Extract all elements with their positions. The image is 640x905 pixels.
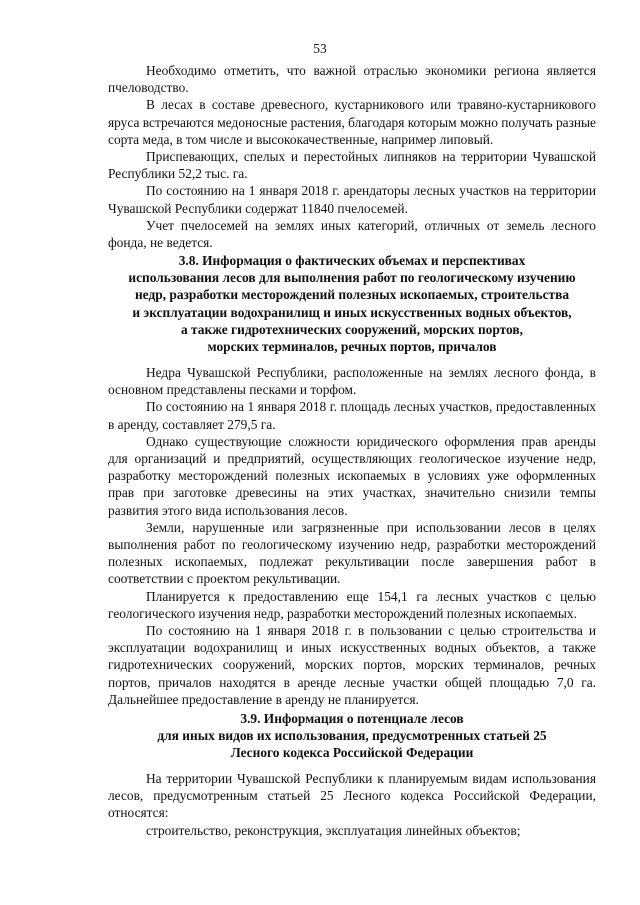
heading-line: Лесного кодекса Российской Федерации — [230, 745, 474, 761]
heading-line: а также гидротехнических сооружений, морских портов, — [181, 321, 523, 337]
paragraph: Приспевающих, спелых и перестойных липняков на территории Чувашской Республики 52,2 тыс. га. — [108, 149, 596, 182]
heading-line: и эксплуатации водохранилищ и иных искусственных водных объектов, — [132, 304, 572, 320]
paragraph: По состоянию на 1 января 2018 г. арендаторы лесных участков на территории Чувашской Республики содержат 11840 пчелосемей. — [108, 183, 596, 216]
page-number: 53 — [313, 41, 327, 56]
heading-line: использования лесов для выполнения работ по геологическому изучению — [128, 270, 576, 286]
section-3-8-heading — [108, 252, 596, 355]
heading-line: 3.9. Информация о потенциале лесов — [240, 711, 464, 726]
section-3-8-text — [108, 364, 596, 708]
paragraph: По состоянию на 1 января 2018 г. в пользовании с целью строительства и эксплуатации водохранилищ и иных искусственных водных объектов, а также гидротехнических сооружений, морских портов, морских терминалов, речных портов, причалов находятся в аренде лесные участки общей площадью 7,0 га. Дальнейшее предоставление в аренду не планируется. — [108, 623, 596, 707]
paragraph: Земли, нарушенные или загрязненные при использовании лесов в целях выполнения работ по геологическому изучению недр, разработки месторождений полезных ископаемых, подлежат рекультивации после завершения работ в соответствии с проектом рекультивации. — [108, 519, 596, 587]
paragraph: Однако существующие сложности юридического оформления прав аренды для организаций и предприятий, осуществляющих геологическое изучение недр, разработку месторождений полезных ископаемых в условиях уже оформленных прав при заготовке древесины на этих участках, значительно снизили темпы развития этого вида использования лесов. — [108, 433, 596, 518]
section-3-9-text — [108, 770, 596, 839]
heading-line: для иных видов их использования, предусмотренных статьей 25 — [157, 728, 547, 744]
paragraph: На территории Чувашской Республики к планируемым видам использования лесов, предусмотренным статьей 25 Лесного кодекса Российской Федерации, относятся: — [108, 771, 596, 821]
paragraph: Недра Чувашской Республики, расположенные на землях лесного фонда, в основном представлены песками и торфом. — [108, 365, 596, 398]
paragraph: В лесах в составе древесного, кустарникового или травяно-кустарникового яруса встречаются медоносные растения, благодаря которым можно получать разные сорта меда, в том числе и высококачественные, например липовый. — [108, 97, 596, 147]
intro-text-block — [108, 62, 596, 251]
paragraph: Планируется к предоставлению еще 154,1 га лесных участков с целью геологического изучения недр, разработки месторождений полезных ископаемых. — [108, 588, 596, 621]
paragraph: Необходимо отметить, что важной отраслью экономики региона является пчеловодство. — [108, 63, 596, 96]
heading-line: 3.8. Информация о фактических объемах и перспективах — [178, 253, 526, 268]
paragraph: Учет пчелосемей на землях иных категорий, отличных от земель лесного фонда, не ведется. — [108, 217, 596, 251]
paragraph: строительство, реконструкция, эксплуатация линейных объектов; — [146, 822, 521, 838]
section-3-9-heading — [108, 710, 596, 762]
paragraph: По состоянию на 1 января 2018 г. площадь лесных участков, предоставленных в аренду, составляет 279,5 га. — [108, 399, 596, 432]
heading-line: морских терминалов, речных портов, причалов — [207, 339, 497, 355]
heading-line: недр, разработки месторождений полезных ископаемых, строительства — [134, 287, 570, 303]
